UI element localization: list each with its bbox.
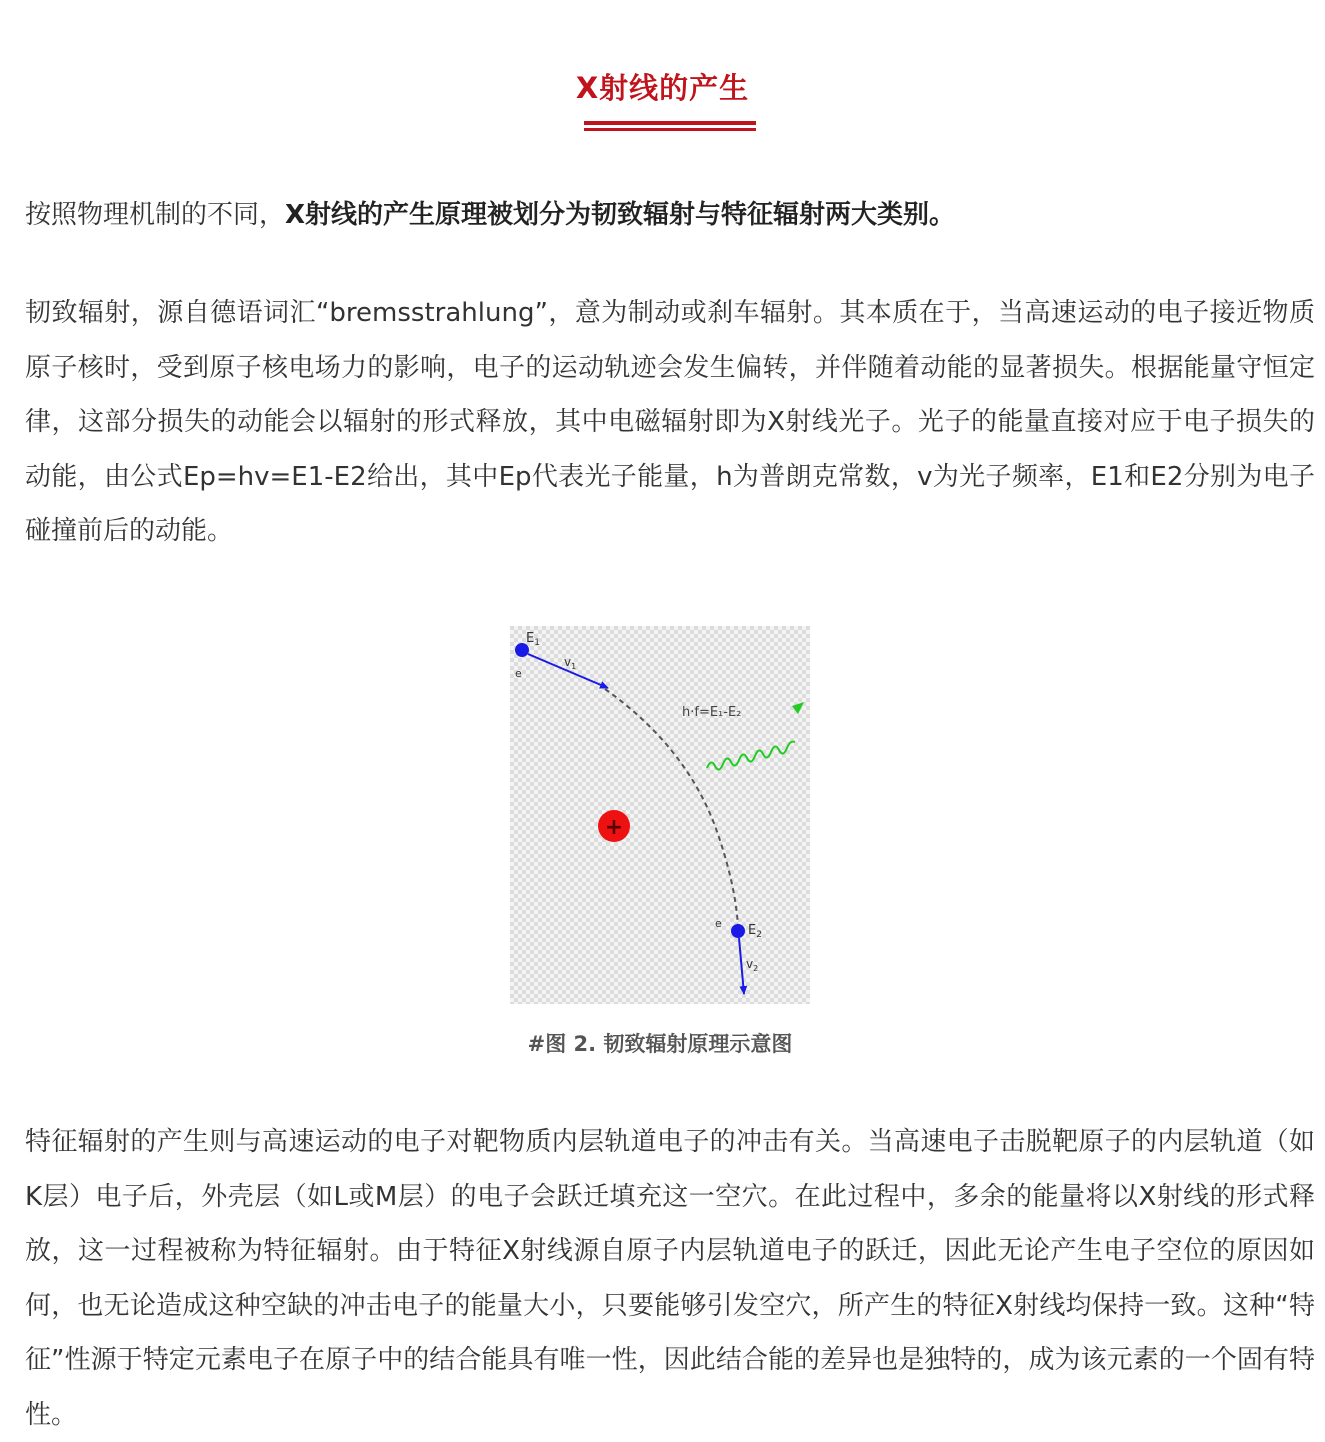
diagram-background bbox=[510, 626, 810, 1004]
label-e1: $E_1$ bbox=[526, 631, 540, 648]
nucleus-plus-sign: + bbox=[604, 815, 624, 840]
bremsstrahlung-paragraph: 韧致辐射，源自德语词汇“bremsstrahlung”，意为制动或刹车辐射。其本质在于，当高速运动的电子接近物质原子核时，受到原子核电场力的影响，电子的运动轨迹会发生偏转，并伴随着动能的显著损失。根据能量守恒定律，这部分损失的动能会以辐射的形式释放，其中电磁辐射即为X射线光子。光子的能量直接对应于电子损失的动能，由公式Ep=hv=E1-E2给出，其中Ep代表光子能量，h为普朗克常数，v为光子频率，E1和E2分别为电子碰撞前后的动能。 bbox=[25, 298, 1315, 546]
title-underline-thin bbox=[584, 128, 756, 131]
label-photon-formula: h·f=E₁-E₂ bbox=[682, 705, 742, 720]
label-v1: $v_1$ bbox=[564, 655, 577, 671]
intro-paragraph bbox=[25, 188, 1315, 243]
figure-caption: #图 2. 韧致辐射原理示意图 bbox=[527, 1032, 793, 1056]
label-electron-bottom: e bbox=[715, 917, 722, 930]
intro-lead-text: 按照物理机制的不同， bbox=[25, 200, 286, 230]
label-e2: $E_2$ bbox=[748, 923, 762, 940]
outgoing-electron bbox=[731, 924, 745, 938]
title-underline-thick bbox=[584, 121, 756, 125]
label-electron-top: e bbox=[515, 667, 522, 680]
intro-bold-text: X射线的产生原理被划分为韧致辐射与特征辐射两大类别。 bbox=[285, 200, 956, 230]
article-title: X射线的产生 bbox=[575, 71, 750, 105]
bremsstrahlung-diagram bbox=[510, 626, 810, 1004]
diagram-svg bbox=[510, 626, 810, 1004]
label-v2: $v_2$ bbox=[746, 957, 759, 973]
characteristic-radiation-paragraph: 特征辐射的产生则与高速运动的电子对靶物质内层轨道电子的冲击有关。当高速电子击脱靶原子的内层轨道（如K层）电子后，外壳层（如L或M层）的电子会跃迁填充这一空穴。在此过程中，多余的能量将以X射线的形式释放，这一过程被称为特征辐射。由于特征X射线源自原子内层轨道电子的跃迁，因此无论产生电子空位的原因如何，也无论造成这种空缺的冲击电子的能量大小，只要能够引发空穴，所产生的特征X射线均保持一致。这种“特征”性源于特定元素电子在原子中的结合能具有唯一性，因此结合能的差异也是独特的，成为该元素的一个固有特性。 bbox=[25, 1127, 1315, 1430]
title-block bbox=[0, 68, 1325, 108]
